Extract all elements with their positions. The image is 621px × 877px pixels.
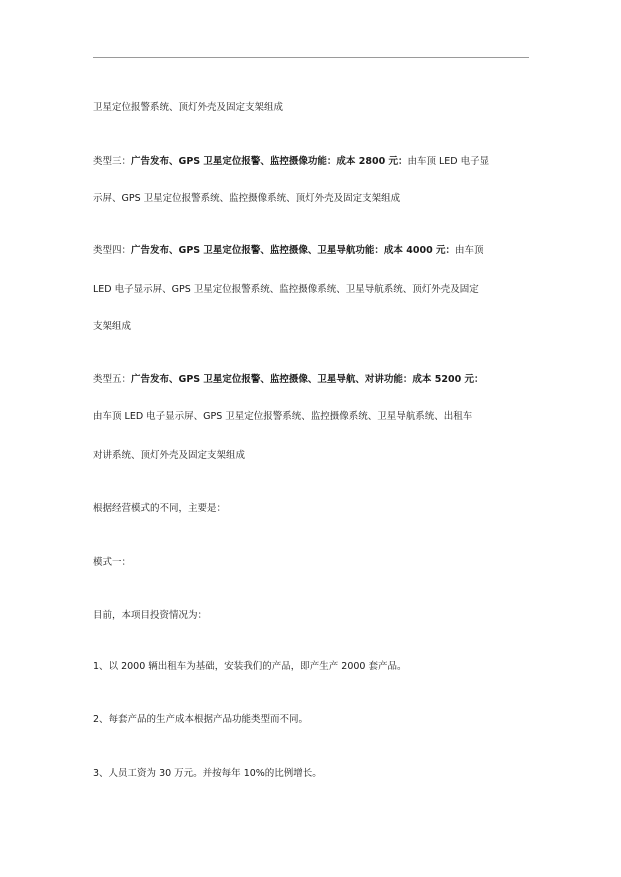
paragraph-line-8 [93, 410, 533, 423]
line-text: 目前，本项目投资情况为： [93, 610, 208, 621]
paragraph-line-15 [93, 767, 533, 780]
line-text: LED 电子显示屏、GPS 卫星定位报警系统、监控摄像系统、卫星导航系统、顶灯外壳及固定 [93, 284, 479, 295]
line-text: 由车顶 [454, 245, 484, 256]
line-text: 由车顶 LED 电子显示屏、GPS 卫星定位报警系统、监控摄像系统、卫星导航系统、出租车 [93, 411, 473, 422]
paragraph-line-6 [93, 320, 533, 333]
paragraph-line-type-4 [93, 244, 533, 257]
line-text: 支架组成 [93, 321, 132, 332]
type-label: 类型四： [93, 245, 132, 256]
paragraph-line-13 [93, 660, 533, 673]
line-text: 3、人员工资为 30 万元。并按每年 10%的比例增长。 [93, 768, 322, 779]
header-rule [93, 57, 529, 58]
type-features: 广告发布、GPS 卫星定位报警、监控摄像、卫星导航功能：成本 4000 元： [131, 245, 455, 256]
line-text: 示屏、GPS 卫星定位报警系统、监控摄像系统、顶灯外壳及固定支架组成 [93, 193, 401, 204]
paragraph-line-3 [93, 192, 533, 205]
line-text: 卫星定位报警系统、顶灯外壳及固定支架组成 [93, 102, 284, 113]
type-label: 类型五： [93, 374, 132, 385]
line-text: 由车顶 LED 电子显 [407, 156, 490, 167]
paragraph-line-type-3 [93, 155, 533, 168]
paragraph-line-12 [93, 609, 533, 622]
paragraph-line-11 [93, 556, 533, 569]
line-text: 2、每套产品的生产成本根据产品功能类型而不同。 [93, 714, 309, 725]
paragraph-line-10 [93, 502, 533, 515]
paragraph-line-5 [93, 283, 533, 296]
paragraph-line-9 [93, 449, 533, 462]
paragraph-line-14 [93, 713, 533, 726]
type-features: 广告发布、GPS 卫星定位报警、监控摄像功能：成本 2800 元： [131, 156, 408, 167]
type-features: 广告发布、GPS 卫星定位报警、监控摄像、卫星导航、对讲功能：成本 5200 元： [131, 374, 484, 385]
line-text: 1、以 2000 辆出租车为基础，安装我们的产品，即产生产 2000 套产品。 [93, 661, 407, 672]
paragraph-line-1 [93, 101, 533, 114]
line-text: 对讲系统、顶灯外壳及固定支架组成 [93, 450, 246, 461]
paragraph-line-type-5 [93, 373, 533, 386]
line-text: 根据经营模式的不同，主要是： [93, 503, 227, 514]
line-text: 模式一： [93, 557, 132, 568]
type-label: 类型三： [93, 156, 132, 167]
